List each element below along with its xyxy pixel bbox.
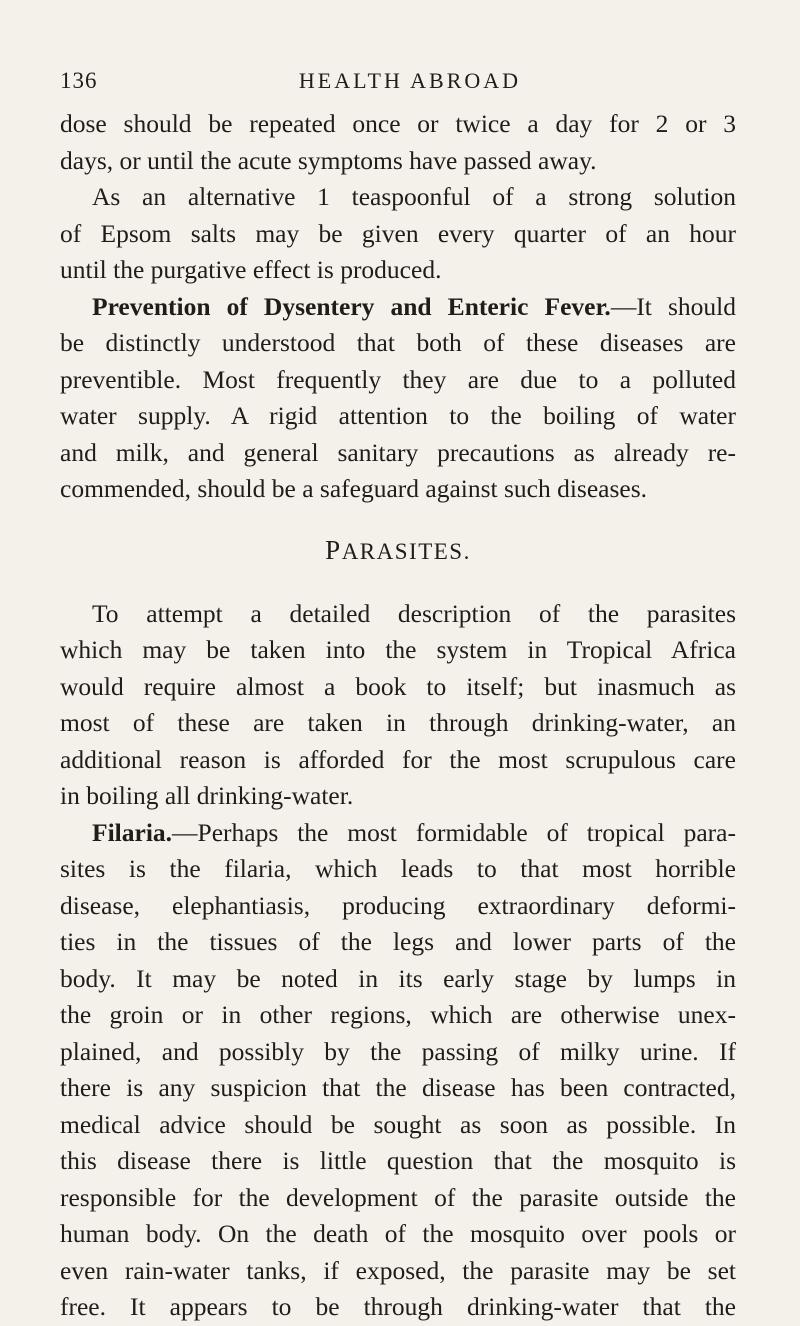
paragraph-lead-filaria: Filaria. — [92, 817, 173, 847]
heading-initial: P — [325, 534, 342, 565]
text-line: body. It may be noted in its early stage by lumps in — [60, 963, 736, 993]
section-heading-parasites — [60, 532, 736, 568]
paragraph-lead-prevention: Prevention of Dysentery and Enteric Fever. — [92, 291, 611, 321]
text-line: and milk, and general sanitary precautions as already re- — [60, 437, 736, 467]
text-line: which may be taken into the system in Tropical Africa — [60, 635, 736, 664]
text-line: be distinctly understood that both of these diseases are — [60, 328, 736, 357]
text-line — [60, 815, 736, 852]
text-line: in boiling all drinking-water. — [60, 781, 354, 810]
running-head: HEALTH ABROAD — [298, 68, 522, 93]
text-line: the groin or in other regions, which are otherwise unex- — [60, 1000, 736, 1029]
heading-rest: ARASITES. — [341, 538, 471, 564]
text-line: this disease there is little question that the mosquito is — [60, 1146, 736, 1175]
text-line: sites is the filaria, which leads to that most horrible — [60, 854, 736, 883]
text-line: even rain-water tanks, if exposed, the parasite may be set — [60, 1255, 736, 1285]
text-line: would require almost a book to itself; but inasmuch as — [60, 671, 736, 701]
text-line: To attempt a detailed description of the parasites — [92, 598, 736, 628]
text-line: of Epsom salts may be given every quarter of an hour — [60, 218, 736, 248]
text-line: medical advice should be sought as soon as possible. In — [60, 1109, 736, 1139]
text-line: there is any suspicion that the disease has been contracted, — [60, 1073, 736, 1102]
text-line: additional reason is afforded for the most scrupulous care — [60, 744, 736, 774]
text-line: As an alternative 1 teaspoonful of a strong solution — [92, 182, 736, 211]
text-line: responsible for the development of the parasite outside the — [60, 1182, 736, 1212]
text-line: water supply. A rigid attention to the boiling of water — [60, 401, 736, 430]
text-line — [60, 289, 736, 326]
text-line: preventible. Most frequently they are due to a polluted — [60, 364, 736, 394]
text-fragment: —It should — [610, 291, 736, 321]
text-line: most of these are taken in through drinking-water, an — [60, 708, 736, 737]
text-fragment: —Perhaps the most formidable of tropical para- — [172, 817, 736, 847]
body-text — [60, 106, 736, 1326]
text-line: disease, elephantiasis, producing extraordinary deformi- — [60, 890, 736, 920]
page-number: 136 — [60, 68, 98, 93]
text-line: until the purgative effect is produced. — [60, 255, 442, 284]
text-line: plained, and possibly by the passing of milky urine. If — [60, 1036, 736, 1066]
text-line: human body. On the death of the mosquito over pools or — [60, 1219, 736, 1248]
text-line: commended, should be a safeguard against such diseases. — [60, 474, 648, 503]
text-line: dose should be repeated once or twice a day for 2 or 3 — [60, 109, 736, 138]
text-line: days, or until the acute symptoms have passed away. — [60, 145, 597, 175]
text-line: free. It appears to be through drinking-water that the — [60, 1292, 736, 1321]
text-line: ties in the tissues of the legs and lower parts of the — [60, 927, 736, 956]
page-header — [60, 60, 720, 96]
